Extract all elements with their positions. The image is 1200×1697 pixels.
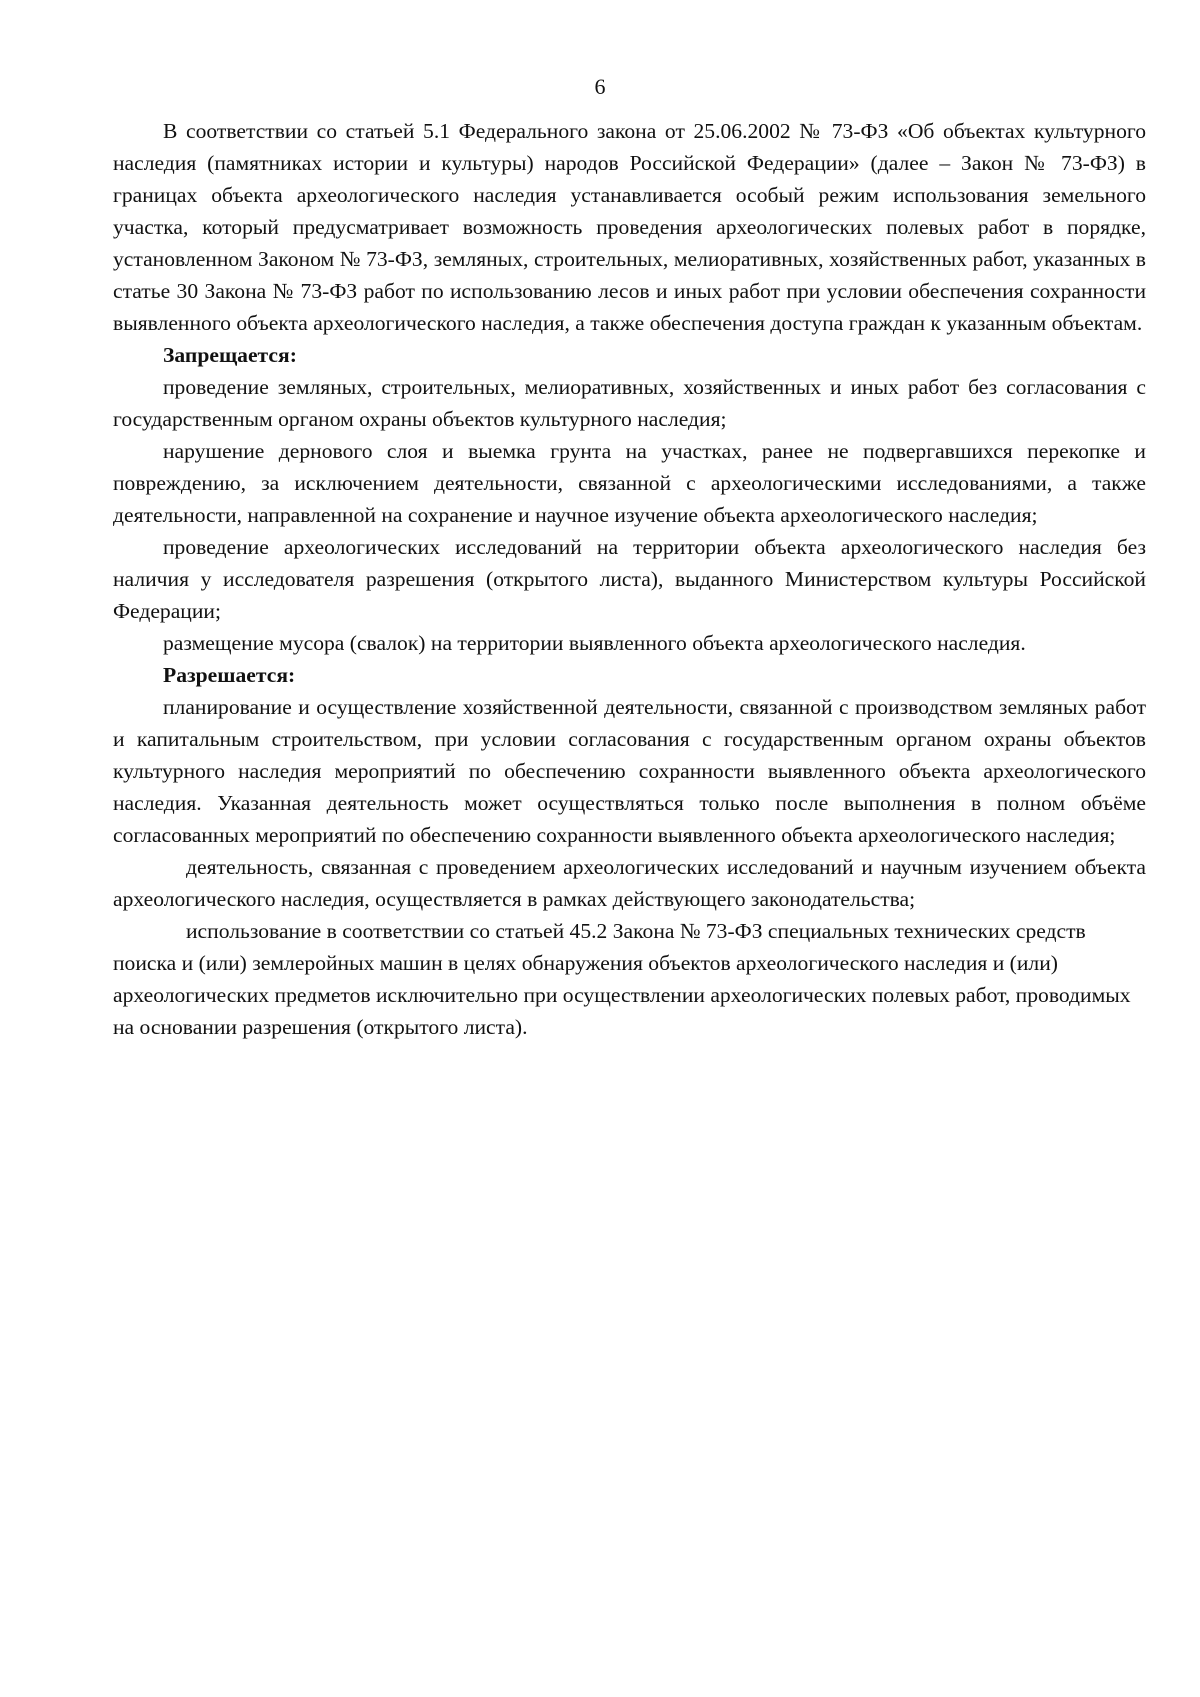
- prohibited-item-1: проведение земляных, строительных, мелиоративных, хозяйственных и иных работ без согласования с государственным органом охраны объектов культурного наследия;: [113, 375, 1146, 431]
- intro-paragraph: В соответствии со статьей 5.1 Федерального закона от 25.06.2002 № 73-ФЗ «Об объектах культурного наследия (памятниках истории и культуры) народов Российской Федерации» (далее – Закон № 73-ФЗ) в границах объекта археологического наследия устанавливается особый режим использования земельного участка, который предусматривает возможность проведения археологических полевых работ в порядке, установленном Законом № 73-ФЗ, земляных, строительных, мелиоративных, хозяйственных работ, указанных в статье 30 Закона № 73-ФЗ работ по использованию лесов и иных работ при условии обеспечения сохранности выявленного объекта археологического наследия, а также обеспечения доступа граждан к указанным объектам.: [113, 119, 1146, 335]
- prohibited-item-4: размещение мусора (свалок) на территории выявленного объекта археологического наследия.: [163, 631, 1026, 655]
- prohibited-heading: Запрещается:: [163, 343, 297, 367]
- allowed-item-3: использование в соответствии со статьей 45.2 Закона № 73-ФЗ специальных технических средств поиска и (или) землеройных машин в целях обнаружения объектов археологического наследия и (или) археологических предметов исключительно при осуществлении археологических полевых работ, проводимых на основании разрешения (открытого листа).: [113, 919, 1131, 1039]
- allowed-heading: Разрешается:: [163, 663, 296, 687]
- page-number: 6: [594, 74, 606, 99]
- prohibited-item-2: нарушение дернового слоя и выемка грунта на участках, ранее не подвергавшихся перекопке и повреждению, за исключением деятельности, связанной с археологическими исследованиями, а также деятельности, направленной на сохранение и научное изучение объекта археологического наследия;: [113, 439, 1146, 527]
- prohibited-item-3: проведение археологических исследований на территории объекта археологического наследия без наличия у исследователя разрешения (открытого листа), выданного Министерством культуры Российской Федерации;: [113, 535, 1146, 623]
- document-body: [113, 115, 1146, 1043]
- allowed-item-2: деятельность, связанная с проведением археологических исследований и научным изучением объекта археологического наследия, осуществляется в рамках действующего законодательства;: [113, 855, 1146, 911]
- allowed-item-1: планирование и осуществление хозяйственной деятельности, связанной с производством земляных работ и капитальным строительством, при условии согласования с государственным органом охраны объектов культурного наследия мероприятий по обеспечению сохранности выявленного объекта археологического наследия. Указанная деятельность может осуществляться только после выполнения в полном объёме согласованных мероприятий по обеспечению сохранности выявленного объекта археологического наследия;: [113, 695, 1146, 847]
